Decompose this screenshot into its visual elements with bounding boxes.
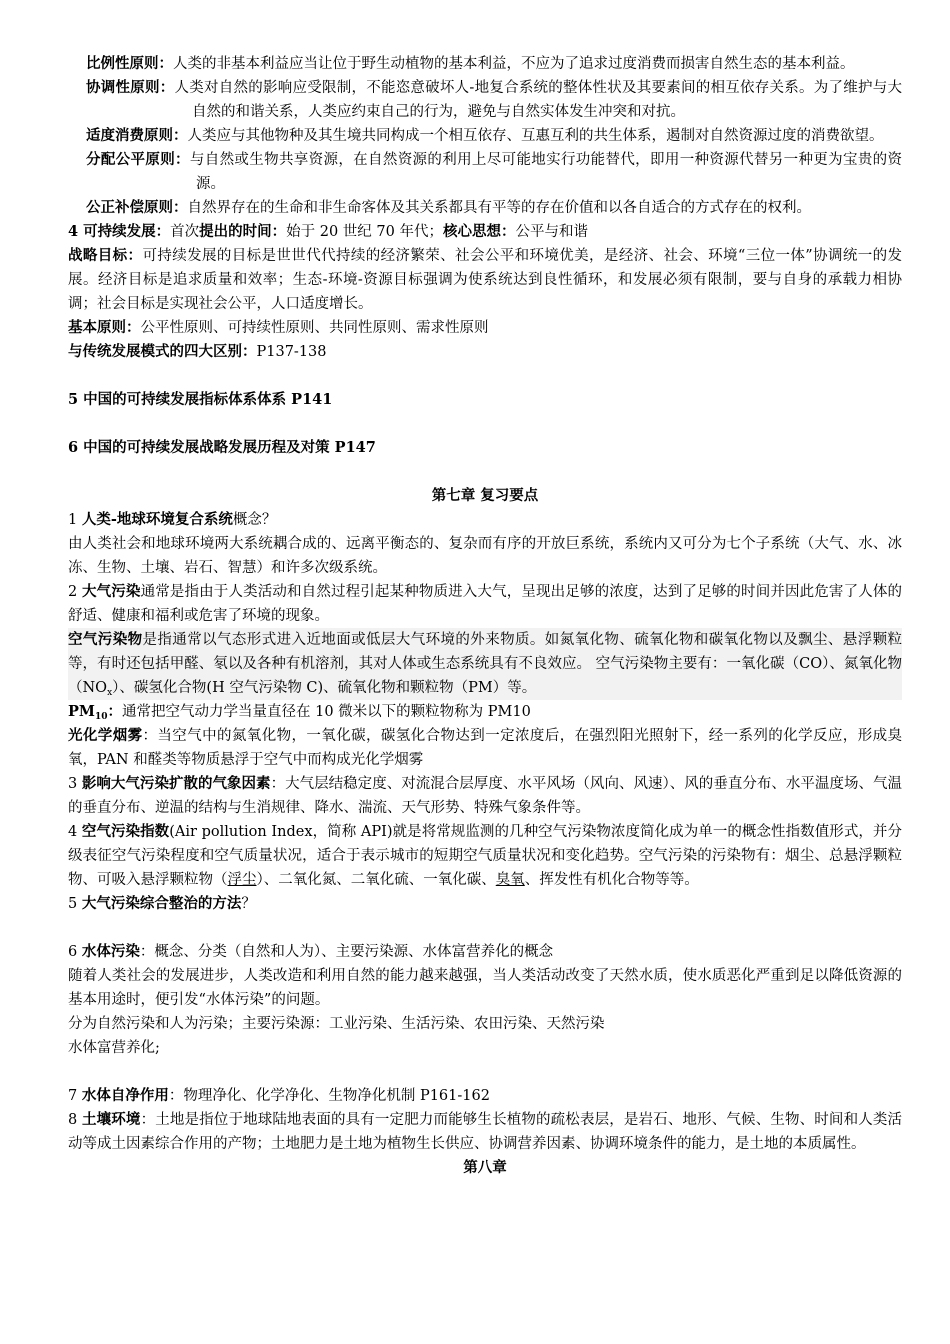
blank-line (68, 412, 902, 436)
question-5 (68, 892, 902, 916)
question-number: 6 (68, 944, 82, 960)
principle-text: 自然界存在的生命和非生命客体及其关系都具有平等的存在价值和以各自适合的方式存在的权利。 (187, 200, 811, 216)
principle-moderate-consumption (68, 124, 902, 148)
question-text: ：概念、分类（自然和人为）、主要污染源、水体富营养化的概念 (139, 944, 554, 960)
principle-text: 人类应与其他物种及其生境共同构成一个相互依存、互惠互利的共生体系，遏制对自然资源过度的消费欲望。 (187, 128, 884, 144)
air-pollutants (68, 628, 902, 700)
principle-text: 人类的非基本利益应当让位于野生动植物的基本利益，不应为了追求过度消费而损害自然生态的基本利益。 (173, 56, 855, 72)
subscript: x (107, 688, 113, 698)
link-floating-dust[interactable]: 浮尘 (227, 872, 257, 888)
question-6-eutrophication: 水体富营养化; (68, 1040, 160, 1056)
section-4-label: 4 可持续发展： (68, 223, 171, 240)
principle-title: 适度消费原则： (86, 127, 188, 144)
section-4-text: 首次 (170, 224, 200, 240)
question-title: 大气污染综合整治的方法 (81, 895, 242, 912)
pm10-text: 通常把空气动力学当量直径在 10 微米以下的颗粒物称为 PM10 (122, 704, 531, 720)
question-text: ）、二氧化氮、二氧化硫、一氧化碳、 (256, 872, 496, 888)
question-6-sources: 分为自然污染和人为污染；主要污染源：工业污染、生活污染、农田污染、天然污染 (68, 1016, 605, 1032)
question-6-answer: 随着人类社会的发展进步，人类改造和利用自然的能力越来越强，当人类活动改变了天然水质，使水质恶化严重到足以降低资源的基本用途时，便引发“水体污染”的问题。 (68, 968, 902, 1008)
question-title: 影响大气污染扩散的气象因素 (81, 775, 271, 792)
section-4-sustainable-development (68, 220, 902, 244)
question-number: 1 (68, 512, 82, 528)
question-title: 土壤环境 (81, 1111, 141, 1128)
strategic-goal (68, 244, 902, 316)
air-pollutants-text: 是指通常以气态形式进入近地面或低层大气环境的外来物质。如氮氧化物、硫氧化物和碳氧化物以及飘尘、悬浮颗粒等，有时还包括甲醛、氡以及各种有机溶剂，其对人体或生态系统具有不良效应。 空气污染物主要有： (68, 632, 902, 672)
question-3 (68, 772, 902, 820)
smog-title: 光化学烟雾 (68, 727, 143, 744)
principle-title: 公正补偿原则： (86, 199, 188, 216)
question-number: 4 (68, 824, 82, 840)
question-title: 人类-地球环境复合系统 (81, 511, 233, 528)
question-title: 空气污染指数 (81, 823, 170, 840)
principle-title: 分配公平原则： (86, 151, 190, 168)
section-4-text: 公平与和谐 (515, 224, 588, 240)
blank-line (68, 364, 902, 388)
blank-line (68, 460, 902, 484)
subscript: 10 (94, 712, 108, 722)
pm10-definition (68, 700, 902, 724)
question-7 (68, 1084, 902, 1108)
question-text: ：土地是指位于地球陆地表面的具有一定肥力而能够生长植物的疏松表层，是岩石、地形、气候、生物、时间和人类活动等成土因素综合作用的产物；土地肥力是土地为植物生长供应、协调营养因素、协调环境条件的能力，是土地的本质属性。 (68, 1112, 903, 1152)
chapter-7-heading: 第七章 复习要点 (431, 487, 539, 504)
pm10-title: PM (68, 703, 95, 720)
blank-line (68, 916, 902, 940)
four-differences-text: P137-138 (256, 344, 327, 360)
blank-line (68, 1060, 902, 1084)
link-ozone[interactable]: 臭氧 (495, 872, 525, 888)
question-1 (68, 508, 902, 532)
smog-text: ：当空气中的氮氧化物，一氧化碳，碳氢化合物达到一定浓度后，在强烈阳光照射下，经一系列的化学反应，形成臭氧，PAN 和醛类等物质悬浮于空气中而构成光化学烟雾 (68, 728, 902, 768)
question-title: 水体污染 (81, 943, 140, 960)
question-8 (68, 1108, 902, 1156)
principle-title: 协调性原则： (86, 79, 175, 96)
question-text: (Air pollution Index，简称 API)就是将常规监测的几种空气污染物浓度简化成为单一的概念性指数值形式，并分级表征空气污染程度和空气质量状况，适合于表示城市的短期空气质量状况和变化趋势。空气污染的污染物有：烟尘、总悬浮颗粒物、可吸入悬浮颗粒物（ (68, 824, 902, 888)
strategic-goal-title: 战略目标： (68, 247, 143, 264)
question-number: 8 (68, 1112, 82, 1128)
basic-principles (68, 316, 902, 340)
pm10-colon: ： (107, 703, 122, 720)
photochemical-smog (68, 724, 902, 772)
section-5-heading: 5 中国的可持续发展指标体系体系 P141 (68, 391, 333, 408)
question-title: 大气污染 (81, 583, 141, 600)
question-number: 7 (68, 1088, 82, 1104)
question-number: 2 (68, 584, 82, 600)
four-differences-title: 与传统发展模式的四大区别： (68, 343, 257, 360)
question-2 (68, 580, 902, 628)
principle-compensation (68, 196, 902, 220)
section-4-bold: 提出的时间： (199, 223, 287, 240)
question-1-answer: 由人类社会和地球环境两大系统耦合成的、远离平衡态的、复杂而有序的开放巨系统，系统内又可分为七个子系统（大气、水、冰冻、生物、土壤、岩石、智慧）和许多次级系统。 (68, 536, 902, 576)
question-4 (68, 820, 902, 892)
question-text: 、挥发性有机化合物等等。 (524, 872, 699, 888)
principle-coordination (68, 76, 902, 124)
principle-fair-distribution (68, 148, 902, 196)
section-4-text: 始于 20 世纪 70 年代； (286, 224, 443, 240)
question-text: ：物理净化、化学净化、生物净化机制 P161-162 (168, 1088, 490, 1104)
basic-principles-title: 基本原则： (68, 319, 141, 336)
strategic-goal-text: 可持续发展的目标是世世代代持续的经济繁荣、社会公平和环境优美，是经济、社会、环境“三位一体”协调统一的发展。经济目标是追求质量和效率；生态-环境-资源目标强调为使系统达到良性循环，和发展必须有限制，要与自身的承载力相协调；社会目标是实现社会公平，人口适度增长。 (68, 248, 902, 312)
question-suffix: 概念？ (232, 512, 277, 528)
section-4-bold: 核心思想： (442, 223, 516, 240)
air-pollutants-list: ）、碳氢化合物(H 空气污染物 C)、硫氧化物和颗粒物（PM）等。 (112, 680, 537, 696)
question-suffix: ？ (241, 896, 256, 912)
air-pollutants-title: 空气污染物 (68, 631, 143, 648)
chapter-8-heading: 第八章 (463, 1159, 507, 1176)
principle-text: 人类对自然的影响应受限制，不能恣意破坏人-地复合系统的整体性状及其要素间的相互依存关系。为了维护与大自然的和谐关系，人类应约束自己的行为，避免与自然实体发生冲突和对抗。 (174, 80, 902, 120)
question-text: 通常是指由于人类活动和自然过程引起某种物质进入大气，呈现出足够的浓度，达到了足够的时间并因此危害了人体的舒适、健康和福利或危害了环境的现象。 (68, 584, 903, 624)
question-text: ：大气层结稳定度、对流混合层厚度、水平风场（风向、风速）、风的垂直分布、水平温度场、气温的垂直分布、逆温的结构与生消规律、降水、湍流、天气形势、特殊气象条件等。 (68, 776, 903, 816)
basic-principles-text: 公平性原则、可持续性原则、共同性原则、需求性原则 (140, 320, 489, 336)
section-6-heading: 6 中国的可持续发展战略发展历程及对策 P147 (68, 439, 376, 456)
question-6 (68, 940, 902, 964)
principle-proportionality (68, 52, 902, 76)
question-number: 3 (68, 776, 82, 792)
question-number: 5 (68, 896, 82, 912)
four-differences (68, 340, 902, 364)
principle-text: 与自然或生物共享资源，在自然资源的利用上尽可能地实行功能替代，即用一种资源代替另一种更为宝贵的资源。 (189, 152, 903, 192)
principle-title: 比例性原则： (86, 55, 173, 72)
air-pollutants-list: 一氧化碳（CO）、氮氧化物（NO (68, 656, 903, 696)
question-title: 水体自净作用 (81, 1087, 169, 1104)
